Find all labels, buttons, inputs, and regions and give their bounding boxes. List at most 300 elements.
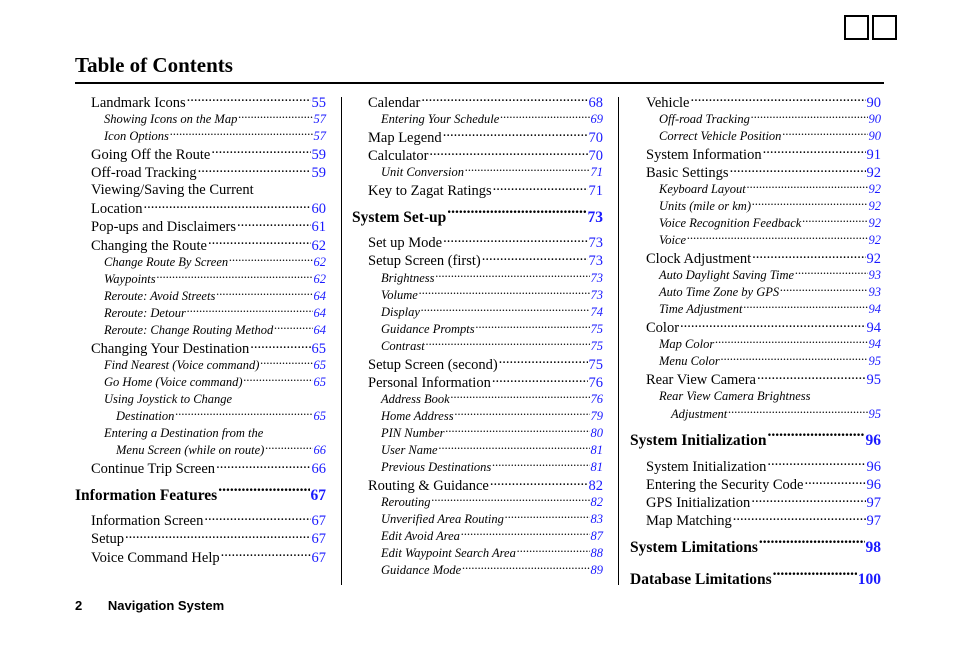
toc-page-link[interactable]: 71 xyxy=(590,165,603,180)
toc-entry[interactable] xyxy=(75,357,326,374)
toc-page-link[interactable]: 95 xyxy=(868,354,881,369)
toc-entry-label: Setup Screen (first) xyxy=(368,253,481,270)
toc-entry-label: Auto Time Zone by GPS xyxy=(659,285,780,300)
toc-entry-label: Information Features xyxy=(75,486,218,504)
dot-leader xyxy=(229,253,312,266)
dot-leader xyxy=(447,206,586,222)
dot-leader xyxy=(216,459,310,474)
toc-page-link[interactable]: 64 xyxy=(313,288,326,303)
dot-leader xyxy=(751,493,865,508)
dot-leader xyxy=(429,145,587,160)
toc-page-link[interactable]: 71 xyxy=(588,183,603,200)
dot-leader xyxy=(759,536,865,552)
toc-entry[interactable] xyxy=(630,198,881,215)
dot-leader xyxy=(795,267,867,280)
toc-page-link[interactable]: 100 xyxy=(857,570,881,588)
toc-entry[interactable] xyxy=(630,318,881,336)
toc-entry-label: Destination xyxy=(116,409,175,423)
dot-leader xyxy=(265,442,312,455)
dot-leader xyxy=(802,215,867,228)
toc-section-heading[interactable] xyxy=(630,567,881,593)
toc-page-link[interactable]: 94 xyxy=(868,337,881,352)
toc-entry-label: Clock Adjustment xyxy=(646,251,752,268)
toc-entry-label: Voice Command Help xyxy=(91,549,220,566)
toc-entry[interactable] xyxy=(352,459,603,476)
toc-entry[interactable] xyxy=(630,511,881,529)
toc-entry-label: Voice Recognition Feedback xyxy=(659,216,802,231)
toc-entry-label: Changing the Route xyxy=(91,237,207,254)
toc-entry-label: Display xyxy=(381,304,420,319)
toc-entry-label-line xyxy=(630,388,881,405)
toc-entry[interactable] xyxy=(352,337,603,354)
dot-leader xyxy=(752,198,868,211)
dot-leader xyxy=(687,232,867,245)
toc-entry-label: Auto Daylight Saving Time xyxy=(659,268,795,283)
dot-leader xyxy=(208,235,311,250)
toc-entry[interactable] xyxy=(352,251,603,269)
toc-entry-label: Go Home (Voice command) xyxy=(104,375,243,389)
toc-entry-label: Menu Color xyxy=(659,354,720,369)
dot-leader xyxy=(721,353,868,366)
toc-entry[interactable] xyxy=(75,144,326,162)
toc-page-link[interactable]: 73 xyxy=(590,287,603,302)
toc-entry[interactable] xyxy=(630,181,881,198)
toc-entry[interactable] xyxy=(75,199,326,217)
toc-entry-label: Guidance Mode xyxy=(381,563,462,578)
toc-entry-label: Entering the Security Code xyxy=(646,476,804,493)
toc-entry[interactable] xyxy=(352,286,603,303)
toc-entry-label: Pop-ups and Disclaimers xyxy=(91,219,236,236)
toc-page-link[interactable]: 66 xyxy=(313,443,326,457)
toc-page-link[interactable]: 67 xyxy=(311,549,326,566)
toc-entry-label: Edit Waypoint Search Area xyxy=(381,546,516,561)
toc-page-link[interactable]: 83 xyxy=(590,512,603,527)
toc-page-link[interactable]: 96 xyxy=(866,458,881,475)
toc-page-link[interactable]: 89 xyxy=(590,563,603,578)
toc-entry-label: Entering a Destination from the xyxy=(104,425,264,440)
dot-leader xyxy=(170,127,313,140)
toc-entry-label: Personal Information xyxy=(368,374,491,391)
toc-entry[interactable] xyxy=(630,162,881,180)
toc-page-link[interactable]: 61 xyxy=(311,219,326,236)
toc-page-link[interactable]: 81 xyxy=(590,460,603,474)
toc-page-link[interactable]: 67 xyxy=(310,486,326,504)
toc-entry-label: Information Screen xyxy=(91,513,204,530)
toc-entry[interactable] xyxy=(352,476,603,494)
toc-page-link[interactable]: 75 xyxy=(590,321,603,336)
toc-entry[interactable] xyxy=(352,408,603,425)
toc-page-link[interactable]: 94 xyxy=(866,320,881,337)
toc-entry-label: Icon Options xyxy=(104,128,169,143)
toc-entry-label: Viewing/Saving the Current xyxy=(91,181,254,198)
toc-entry[interactable] xyxy=(630,127,881,144)
toc-entry-label: Units (mile or km) xyxy=(659,199,751,214)
toc-entry-label: Previous Destinations xyxy=(381,460,492,474)
toc-entry[interactable] xyxy=(630,336,881,353)
toc-page-link[interactable]: 90 xyxy=(868,128,881,143)
toc-page-link[interactable]: 92 xyxy=(868,182,881,197)
toc-page-link[interactable]: 62 xyxy=(313,271,326,286)
toc-entry-label: Adjustment xyxy=(671,406,728,421)
toc-page-link[interactable]: 92 xyxy=(868,199,881,214)
dot-leader xyxy=(435,269,589,282)
toc-page-link[interactable]: 92 xyxy=(866,164,881,181)
toc-page-link[interactable]: 90 xyxy=(868,111,881,126)
toc-entry[interactable] xyxy=(75,321,326,338)
toc-entry[interactable] xyxy=(352,320,603,337)
toc-page-link[interactable]: 93 xyxy=(868,285,881,300)
dot-leader xyxy=(752,249,865,264)
toc-page-link[interactable]: 65 xyxy=(311,340,326,357)
dot-leader xyxy=(680,318,865,333)
dot-leader xyxy=(773,568,857,584)
toc-entry[interactable] xyxy=(352,110,603,127)
toc-entry-label: Color xyxy=(646,320,680,337)
toc-entry[interactable] xyxy=(75,217,326,235)
toc-entry-label: Entering Your Schedule xyxy=(381,111,500,126)
toc-entry-label: Rerouting xyxy=(381,495,431,510)
toc-entry-label: Basic Settings xyxy=(646,164,729,181)
toc-page-link[interactable]: 92 xyxy=(868,216,881,231)
dot-leader xyxy=(426,337,590,350)
toc-entry[interactable] xyxy=(630,144,881,162)
toc-page-link[interactable]: 81 xyxy=(590,443,603,457)
dot-leader xyxy=(260,357,312,370)
title-rule xyxy=(75,82,884,84)
toc-entry-label: Find Nearest (Voice command) xyxy=(104,358,260,372)
toc-page-link[interactable]: 96 xyxy=(865,432,881,450)
toc-page-link[interactable]: 60 xyxy=(311,201,326,218)
toc-entry[interactable] xyxy=(352,562,603,579)
toc-page-link[interactable]: 75 xyxy=(590,338,603,353)
toc-page-link[interactable]: 92 xyxy=(866,251,881,268)
toc-page-link[interactable]: 65 xyxy=(313,358,326,372)
toc-entry-label: Guidance Prompts xyxy=(381,321,475,336)
dot-leader xyxy=(492,459,589,472)
toc-entry-label: Volume xyxy=(381,287,418,302)
toc-entry-label: Waypoints xyxy=(104,271,156,286)
dot-leader xyxy=(743,301,867,314)
dot-leader xyxy=(763,144,866,159)
toc-entry[interactable] xyxy=(75,110,326,127)
toc-page-link[interactable]: 98 xyxy=(865,538,881,556)
toc-page-link[interactable]: 76 xyxy=(590,392,603,406)
dot-leader xyxy=(517,545,590,558)
toc-entry-label: Map Matching xyxy=(646,513,732,530)
toc-entry[interactable] xyxy=(75,374,326,391)
toc-section-heading[interactable] xyxy=(75,483,326,509)
toc-entry[interactable] xyxy=(352,391,603,408)
toc-page-link[interactable]: 97 xyxy=(866,513,881,530)
column-divider-1 xyxy=(341,97,342,585)
toc-entry-label: System Initialization xyxy=(646,458,767,475)
toc-entry[interactable] xyxy=(352,545,603,562)
dot-leader xyxy=(187,92,311,107)
toc-entry-label: Calendar xyxy=(368,94,421,111)
toc-page-link[interactable]: 87 xyxy=(590,529,603,544)
toc-entry[interactable] xyxy=(75,287,326,304)
toc-entry[interactable] xyxy=(630,493,881,511)
toc-section-heading[interactable] xyxy=(630,428,881,454)
toc-page-link[interactable]: 64 xyxy=(313,322,326,337)
toc-entry[interactable] xyxy=(75,235,326,253)
dot-leader xyxy=(443,233,587,248)
dot-leader xyxy=(250,338,310,353)
dot-leader xyxy=(500,110,589,123)
toc-page-link[interactable]: 93 xyxy=(868,268,881,283)
toc-entry[interactable] xyxy=(75,459,326,477)
toc-entry[interactable] xyxy=(630,405,881,422)
toc-entry[interactable] xyxy=(352,303,603,320)
toc-entry-label: Off-road Tracking xyxy=(659,111,750,126)
toc-entry[interactable] xyxy=(630,249,881,267)
toc-page-link[interactable]: 76 xyxy=(588,374,603,391)
toc-entry[interactable] xyxy=(75,547,326,565)
toc-entry[interactable] xyxy=(630,284,881,301)
toc-page-link[interactable]: 74 xyxy=(590,304,603,319)
toc-entry[interactable] xyxy=(352,164,603,181)
dot-leader xyxy=(439,442,590,455)
toc-entry-label: Keyboard Layout xyxy=(659,182,746,197)
dot-leader xyxy=(757,370,866,385)
toc-entry-label: Map Legend xyxy=(368,129,442,146)
dot-leader xyxy=(244,374,313,387)
column-divider-2 xyxy=(618,97,619,585)
dot-leader xyxy=(144,199,311,214)
toc-page-link[interactable]: 65 xyxy=(313,409,326,423)
toc-entry-label: System Set-up xyxy=(352,208,447,226)
toc-entry-label: Location xyxy=(91,201,143,218)
toc-entry[interactable] xyxy=(630,92,881,110)
toc-column-3 xyxy=(630,92,881,593)
toc-page-link[interactable]: 82 xyxy=(588,478,603,494)
dot-leader xyxy=(751,110,868,123)
footer-page-number: 2 xyxy=(75,598,83,613)
toc-page-link[interactable]: 69 xyxy=(590,111,603,126)
toc-entry[interactable] xyxy=(630,110,881,127)
dot-leader xyxy=(728,405,867,418)
toc-entry[interactable] xyxy=(352,442,603,459)
dot-leader xyxy=(211,144,310,159)
dot-leader xyxy=(490,476,588,491)
dot-leader xyxy=(767,456,865,471)
toc-page-link[interactable]: 73 xyxy=(588,235,603,252)
dot-leader xyxy=(476,320,590,333)
toc-entry[interactable] xyxy=(630,474,881,492)
toc-page-link[interactable]: 94 xyxy=(868,302,881,317)
toc-page-link[interactable]: 92 xyxy=(868,233,881,248)
toc-column-1 xyxy=(75,92,326,565)
toc-entry[interactable] xyxy=(352,528,603,545)
toc-entry[interactable] xyxy=(630,215,881,232)
dot-leader xyxy=(198,162,311,177)
toc-section-heading[interactable] xyxy=(352,205,603,231)
toc-entry-label: Voice xyxy=(659,233,687,248)
footer-text: Navigation System xyxy=(107,598,225,613)
toc-entry[interactable] xyxy=(352,354,603,372)
dot-leader xyxy=(492,372,588,387)
toc-entry[interactable] xyxy=(630,456,881,474)
dot-leader xyxy=(493,181,588,196)
nav-box-right xyxy=(872,15,897,40)
dot-leader xyxy=(733,511,866,526)
toc-entry[interactable] xyxy=(75,338,326,356)
dot-leader xyxy=(216,287,312,300)
dot-leader xyxy=(421,92,587,107)
toc-page-link[interactable]: 66 xyxy=(311,461,326,477)
dot-leader xyxy=(461,528,590,541)
toc-entry[interactable] xyxy=(630,301,881,318)
toc-page-link[interactable]: 70 xyxy=(588,147,603,164)
dot-leader xyxy=(238,110,312,123)
toc-entry[interactable] xyxy=(75,442,326,459)
toc-page-link[interactable]: 68 xyxy=(588,94,603,111)
toc-entry-label-line xyxy=(75,425,326,442)
toc-entry-label: Reroute: Avoid Streets xyxy=(104,288,216,303)
toc-section-heading[interactable] xyxy=(630,535,881,561)
toc-entry[interactable] xyxy=(630,353,881,370)
toc-entry[interactable] xyxy=(352,181,603,199)
toc-entry-label: Correct Vehicle Position xyxy=(659,128,782,143)
toc-page-link[interactable]: 67 xyxy=(311,513,326,530)
nav-box-left xyxy=(844,15,869,40)
toc-page-link[interactable]: 59 xyxy=(311,164,326,181)
toc-entry[interactable] xyxy=(352,511,603,528)
toc-entry[interactable] xyxy=(352,494,603,511)
page-footer xyxy=(75,598,224,613)
dot-leader xyxy=(157,270,313,283)
dot-leader xyxy=(274,321,312,334)
toc-page-link[interactable]: 95 xyxy=(868,406,881,421)
toc-page-link[interactable]: 70 xyxy=(588,129,603,146)
toc-entry-label: Setup xyxy=(91,531,125,548)
toc-page-link[interactable]: 55 xyxy=(311,94,326,111)
dot-leader xyxy=(175,408,312,421)
toc-entry-label: Showing Icons on the Map xyxy=(104,111,238,126)
toc-entry[interactable] xyxy=(630,370,881,388)
toc-entry[interactable] xyxy=(75,408,326,425)
toc-page-link[interactable]: 62 xyxy=(311,237,326,254)
dot-leader xyxy=(804,474,865,489)
toc-entry-label: Off-road Tracking xyxy=(91,164,197,181)
dot-leader xyxy=(482,251,588,266)
toc-page-link[interactable]: 73 xyxy=(587,208,603,226)
toc-entry[interactable] xyxy=(630,232,881,249)
dot-leader xyxy=(505,511,590,524)
toc-page-link[interactable]: 82 xyxy=(590,495,603,510)
toc-entry-label: System Information xyxy=(646,146,762,163)
toc-page-link[interactable]: 57 xyxy=(313,128,326,143)
toc-page-link[interactable]: 75 xyxy=(588,356,603,373)
toc-page-link[interactable]: 80 xyxy=(590,426,603,440)
toc-entry-label: Landmark Icons xyxy=(91,94,186,111)
toc-page-link[interactable]: 64 xyxy=(313,305,326,320)
toc-entry[interactable] xyxy=(352,425,603,442)
toc-page-link[interactable]: 88 xyxy=(590,546,603,561)
page-title: Table of Contents xyxy=(75,53,233,77)
toc-page-link[interactable]: 96 xyxy=(866,476,881,493)
dot-leader xyxy=(237,217,311,232)
dot-leader xyxy=(187,304,313,317)
toc-entry-label: System Initialization xyxy=(630,432,767,450)
toc-entry-label: Home Address xyxy=(381,409,454,423)
toc-entry[interactable] xyxy=(630,267,881,284)
dot-leader xyxy=(768,430,865,446)
toc-entry[interactable] xyxy=(352,127,603,145)
dot-leader xyxy=(747,181,868,194)
toc-entry[interactable] xyxy=(75,304,326,321)
dot-leader xyxy=(421,303,590,316)
toc-entry[interactable] xyxy=(75,529,326,547)
toc-entry-label: PIN Number xyxy=(381,426,445,440)
toc-entry-label: Changing Your Destination xyxy=(91,340,250,357)
toc-entry[interactable] xyxy=(75,270,326,287)
toc-entry[interactable] xyxy=(75,511,326,529)
toc-entry-label: Edit Avoid Area xyxy=(381,529,460,544)
toc-page-link[interactable]: 57 xyxy=(313,111,326,126)
toc-page-link[interactable]: 91 xyxy=(866,146,881,163)
toc-page-link[interactable]: 95 xyxy=(866,372,881,389)
toc-entry[interactable] xyxy=(352,145,603,163)
toc-entry-label: GPS Initialization xyxy=(646,495,751,511)
toc-page-link[interactable]: 62 xyxy=(313,254,326,269)
toc-column-2 xyxy=(352,92,603,579)
toc-page-link[interactable]: 65 xyxy=(313,375,326,389)
toc-entry-label: Calculator xyxy=(368,147,429,164)
toc-entry[interactable] xyxy=(352,92,603,110)
toc-entry-label: Setup Screen (second) xyxy=(368,356,498,373)
toc-entry-label: User Name xyxy=(381,443,438,457)
toc-entry-label: Going Off the Route xyxy=(91,146,211,163)
toc-entry-label: Database Limitations xyxy=(630,570,772,588)
toc-entry-label: Routing & Guidance xyxy=(368,478,489,494)
toc-page-link[interactable]: 79 xyxy=(590,409,603,423)
toc-page-link[interactable]: 90 xyxy=(866,94,881,111)
dot-leader xyxy=(204,511,310,526)
dot-leader xyxy=(125,529,310,544)
toc-entry[interactable] xyxy=(75,162,326,180)
toc-entry[interactable] xyxy=(352,269,603,286)
toc-entry-label: Rear View Camera xyxy=(646,372,756,389)
toc-page-link[interactable]: 67 xyxy=(311,531,326,548)
toc-entry-label: Reroute: Detour xyxy=(104,305,186,320)
page-nav-boxes xyxy=(844,15,897,40)
toc-page-link[interactable]: 97 xyxy=(866,495,881,511)
toc-page-link[interactable]: 59 xyxy=(311,146,326,163)
toc-entry-label: Menu Screen (while on route) xyxy=(116,443,265,457)
dot-leader xyxy=(462,562,589,575)
dot-leader xyxy=(443,127,588,142)
toc-page-link[interactable]: 73 xyxy=(588,253,603,270)
toc-entry-label: Contrast xyxy=(381,338,425,353)
dot-leader xyxy=(730,162,866,177)
toc-entry[interactable] xyxy=(75,253,326,270)
toc-entry-label-line xyxy=(75,391,326,408)
dot-leader xyxy=(782,127,867,140)
toc-entry-label: Time Adjustment xyxy=(659,302,743,317)
toc-entry-label: Map Color xyxy=(659,337,715,352)
toc-entry[interactable] xyxy=(352,372,603,390)
toc-entry[interactable] xyxy=(75,92,326,110)
toc-entry-label: Address Book xyxy=(381,392,450,406)
toc-entry[interactable] xyxy=(352,233,603,251)
toc-page-link[interactable]: 73 xyxy=(590,270,603,285)
toc-entry[interactable] xyxy=(75,127,326,144)
toc-entry-label: Vehicle xyxy=(646,94,690,111)
dot-leader xyxy=(446,425,590,438)
dot-leader xyxy=(221,547,311,562)
toc-entry-label: Set up Mode xyxy=(368,235,443,252)
